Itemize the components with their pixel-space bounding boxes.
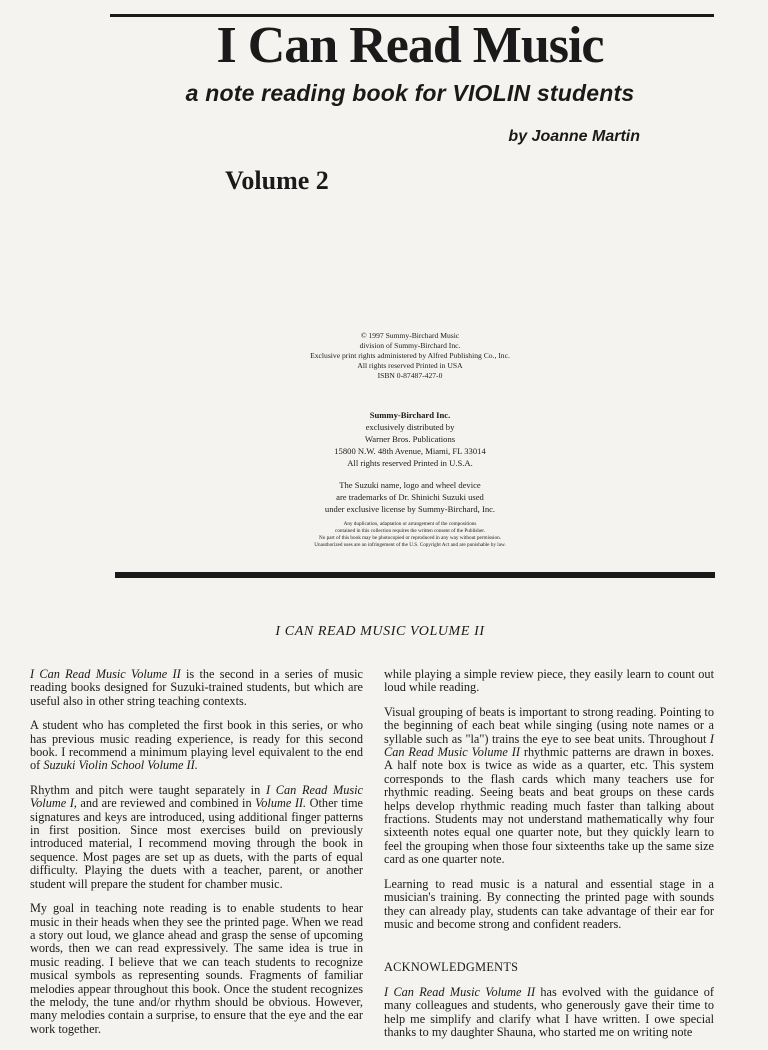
trademark-block xyxy=(0,479,768,515)
paragraph: while playing a simple review piece, they easily learn to count out loud while reading. xyxy=(384,667,714,695)
paragraph xyxy=(384,986,714,1040)
copyright-line: Exclusive print rights administered by Alfred Publishing Co., Inc. xyxy=(310,351,510,360)
legal-line: Unauthorized uses are an infringement of the U.S. Copyright Act and are punishable by law. xyxy=(314,542,506,548)
legal-line: contained in this collection requires the written consent of the Publisher. xyxy=(335,528,485,534)
paragraph xyxy=(30,784,363,891)
paragraph-text: and are reviewed and combined in xyxy=(76,796,256,811)
right-column xyxy=(384,668,714,1050)
volume-label: Volume 2 xyxy=(225,166,329,195)
title-ref: I Can Read Music Volume I, xyxy=(30,782,364,811)
title-ref: Volume II. xyxy=(255,796,307,811)
copyright-line: © 1997 Summy-Birchard Music xyxy=(360,331,460,340)
trademark-line: are trademarks of Dr. Shinichi Suzuki used xyxy=(336,492,484,502)
distributor-block xyxy=(0,409,768,469)
copyright-block xyxy=(0,331,768,381)
title-ref: I Can Read Music Volume II xyxy=(384,984,536,999)
paragraph xyxy=(384,706,714,867)
distributor-line: exclusively distributed by xyxy=(365,422,455,432)
left-column xyxy=(30,668,363,1047)
legal-notice-block xyxy=(0,521,768,549)
section-title: I CAN READ MUSIC VOLUME II xyxy=(275,624,485,639)
title-ref: I Can Read Music Volume II xyxy=(384,731,714,760)
book-title: I Can Read Music xyxy=(216,17,604,74)
paragraph-text: Other time signatures and keys are introduced, using additional finger patterns in first position. Since most exercises build on previously introduced material, I recommend moving through the book in sequence. Most pages are set up as duets, with the parts of equal difficulty. Playing the duets with a teacher, parent, or another student will prepare the student for chamber music. xyxy=(30,796,363,891)
divider-rule xyxy=(115,572,715,578)
copyright-line: ISBN 0-87487-427-0 xyxy=(377,371,443,380)
title-ref: Suzuki Violin School Volume II. xyxy=(43,758,198,773)
paragraph-text: rhythmic patterns are drawn in boxes. A half note box is twice as wide as a quarter, etc. This system corresponds to the flash cards which many teachers use for rhythmic reading. Seeing beats and beat groups on these cards helps develop rhythmic reading much faster than talking about fractions. Students may not understand mathematically why four sixteenth notes equal one quarter note, but they quickly learn to feel the grouping when those four sixteenths take up the same size card as one quarter note. xyxy=(384,745,714,867)
author-line: by Joanne Martin xyxy=(508,128,640,145)
distributor-line: 15800 N.W. 48th Avenue, Miami, FL 33014 xyxy=(334,446,486,456)
book-subtitle: a note reading book for VIOLIN students xyxy=(185,80,635,106)
paragraph-text: Visual grouping of beats is important to strong reading. Pointing to the beginning of each beat while singing (using note names or a syllable such as "la") trains the eye to see beat units. Throughout xyxy=(384,704,714,746)
copyright-line: All rights reserved Printed in USA xyxy=(357,361,463,370)
copyright-line: division of Summy-Birchard Inc. xyxy=(359,341,461,350)
paragraph-text: is the second in a series of music reading books designed for Suzuki-trained students, but which are useful also in other string teaching contexts. xyxy=(30,667,363,708)
paragraph: Learning to read music is a natural and essential stage in a musician's training. By connecting the printed page with sounds they can already play, students can take advantage of their ear for music and become strong and confident readers. xyxy=(384,876,714,931)
trademark-line: The Suzuki name, logo and wheel device xyxy=(339,480,481,490)
distributor-line: All rights reserved Printed in U.S.A. xyxy=(347,458,473,468)
paragraph: My goal in teaching note reading is to enable students to hear music in their heads when they see the printed page. When we read a story out loud, we glance ahead and grasp the sense of upcoming words, then we can read expressively. The same idea is true in music reading. I believe that we can teach students to recognize musical symbols as representing sounds. Fragments of familiar melodies appear throughout this book. Once the student recognizes the melody, the tune and/or rhythm should be obvious. However, many melodies contain a surprise, to ensure that the eye and the ear work together. xyxy=(30,901,363,1036)
acknowledgments-heading: ACKNOWLEDGMENTS xyxy=(384,960,519,975)
paragraph-text: Rhythm and pitch were taught separately in xyxy=(30,782,266,797)
legal-line: No part of this book may be photocopied or reproduced in any way without permission. xyxy=(319,535,501,541)
paragraph-text: A student who has completed the first book in this series, or who has previous music reading experience, is ready for this second book. I recommend a minimum playing level equivalent to the end of xyxy=(30,718,363,773)
trademark-line: under exclusive license by Summy-Birchard, Inc. xyxy=(324,504,496,514)
legal-line: Any duplication, adaptation or arrangement of the compositions xyxy=(343,521,477,527)
title-ref: I Can Read Music Volume II xyxy=(30,667,181,681)
paragraph xyxy=(30,719,363,773)
distributor-line: Warner Bros. Publications xyxy=(364,434,456,444)
publisher-name: Summy-Birchard Inc. xyxy=(369,410,451,420)
paragraph xyxy=(30,668,363,708)
paragraph-text: has evolved with the guidance of many colleagues and students, who generously gave their time to help me simplify and clarify what I have written. I owe special thanks to my daughter Shauna, who started me on writing note xyxy=(384,984,714,1039)
